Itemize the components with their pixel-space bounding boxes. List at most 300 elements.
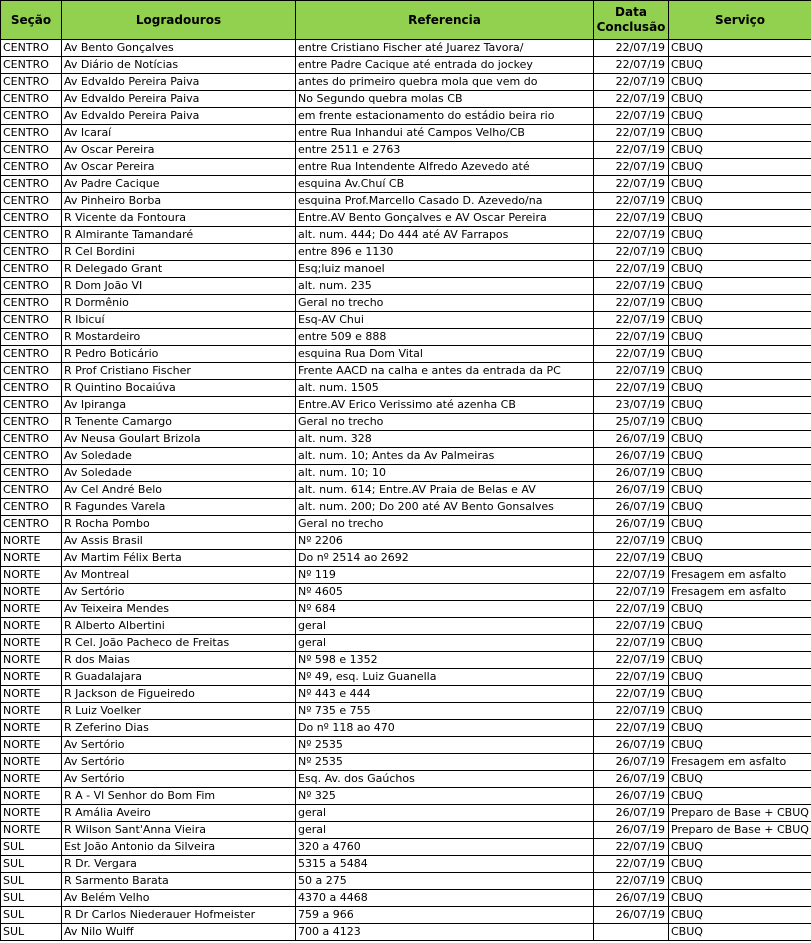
cell-servico: Fresagem em asfalto	[669, 567, 811, 584]
table-row	[1, 584, 811, 601]
cell-secao: CENTRO	[1, 448, 62, 465]
table-row	[1, 516, 811, 533]
cell-servico: CBUQ	[669, 176, 811, 193]
table-row	[1, 754, 811, 771]
cell-referencia: Geral no trecho	[296, 516, 594, 533]
cell-data: 22/07/19	[594, 856, 669, 873]
cell-logradouro: Av Neusa Goulart Brizola	[62, 431, 296, 448]
cell-data: 22/07/19	[594, 108, 669, 125]
cell-referencia: entre 896 e 1130	[296, 244, 594, 261]
cell-referencia: alt. num. 200; Do 200 até AV Bento Gonsalves	[296, 499, 594, 516]
table-row	[1, 363, 811, 380]
cell-data: 23/07/19	[594, 397, 669, 414]
cell-secao: CENTRO	[1, 125, 62, 142]
cell-secao: CENTRO	[1, 516, 62, 533]
cell-servico: CBUQ	[669, 363, 811, 380]
cell-data: 26/07/19	[594, 771, 669, 788]
cell-logradouro: R Zeferino Dias	[62, 720, 296, 737]
table-row	[1, 312, 811, 329]
cell-referencia: alt. num. 614; Entre.AV Praia de Belas e AV	[296, 482, 594, 499]
cell-logradouro: Av Pinheiro Borba	[62, 193, 296, 210]
cell-secao: SUL	[1, 924, 62, 941]
cell-secao: CENTRO	[1, 244, 62, 261]
cell-servico: CBUQ	[669, 720, 811, 737]
cell-logradouro: Av Ipiranga	[62, 397, 296, 414]
cell-data: 22/07/19	[594, 312, 669, 329]
cell-secao: NORTE	[1, 669, 62, 686]
cell-referencia: Esq-AV Chui	[296, 312, 594, 329]
cell-logradouro: R Prof Cristiano Fischer	[62, 363, 296, 380]
cell-servico: CBUQ	[669, 244, 811, 261]
cell-servico: CBUQ	[669, 57, 811, 74]
table-row	[1, 771, 811, 788]
cell-referencia: Esq;luiz manoel	[296, 261, 594, 278]
cell-referencia: Nº 119	[296, 567, 594, 584]
cell-servico: CBUQ	[669, 550, 811, 567]
cell-referencia: Nº 4605	[296, 584, 594, 601]
cell-data: 22/07/19	[594, 601, 669, 618]
cell-referencia: Nº 325	[296, 788, 594, 805]
cell-servico: CBUQ	[669, 40, 811, 57]
cell-servico: CBUQ	[669, 125, 811, 142]
cell-servico: CBUQ	[669, 499, 811, 516]
cell-servico: CBUQ	[669, 278, 811, 295]
cell-referencia: Nº 735 e 755	[296, 703, 594, 720]
table-row	[1, 108, 811, 125]
cell-data: 22/07/19	[594, 193, 669, 210]
cell-logradouro: R Alberto Albertini	[62, 618, 296, 635]
cell-servico: CBUQ	[669, 601, 811, 618]
cell-logradouro: Av Sertório	[62, 737, 296, 754]
cell-logradouro: R Rocha Pombo	[62, 516, 296, 533]
cell-secao: SUL	[1, 873, 62, 890]
cell-servico: CBUQ	[669, 924, 811, 941]
cell-secao: CENTRO	[1, 397, 62, 414]
cell-secao: NORTE	[1, 771, 62, 788]
cell-logradouro: R Tenente Camargo	[62, 414, 296, 431]
table-body	[1, 40, 811, 941]
cell-referencia: Geral no trecho	[296, 414, 594, 431]
table-row	[1, 482, 811, 499]
table-row	[1, 193, 811, 210]
table-row	[1, 652, 811, 669]
cell-logradouro: Av Sertório	[62, 771, 296, 788]
cell-referencia: entre Rua Inhandui até Campos Velho/CB	[296, 125, 594, 142]
table-row	[1, 788, 811, 805]
cell-secao: NORTE	[1, 652, 62, 669]
cell-data: 26/07/19	[594, 465, 669, 482]
cell-data: 22/07/19	[594, 210, 669, 227]
cell-logradouro: Av Icaraí	[62, 125, 296, 142]
table-row	[1, 431, 811, 448]
cell-data: 26/07/19	[594, 822, 669, 839]
cell-servico: CBUQ	[669, 516, 811, 533]
cell-data: 22/07/19	[594, 380, 669, 397]
table-row	[1, 40, 811, 57]
cell-referencia: esquina Prof.Marcello Casado D. Azevedo/na	[296, 193, 594, 210]
cell-secao: CENTRO	[1, 295, 62, 312]
cell-logradouro: R Sarmento Barata	[62, 873, 296, 890]
cell-referencia: alt. num. 444; Do 444 até AV Farrapos	[296, 227, 594, 244]
table-row	[1, 346, 811, 363]
cell-referencia: Frente AACD na calha e antes da entrada da PC	[296, 363, 594, 380]
cell-servico: CBUQ	[669, 142, 811, 159]
cell-logradouro: R Jackson de Figueiredo	[62, 686, 296, 703]
cell-secao: NORTE	[1, 567, 62, 584]
cell-servico: CBUQ	[669, 873, 811, 890]
cell-logradouro: R dos Maias	[62, 652, 296, 669]
cell-referencia: 700 a 4123	[296, 924, 594, 941]
cell-secao: CENTRO	[1, 482, 62, 499]
cell-servico: CBUQ	[669, 788, 811, 805]
cell-servico: CBUQ	[669, 431, 811, 448]
cell-logradouro: Av Martim Félix Berta	[62, 550, 296, 567]
table-row	[1, 91, 811, 108]
cell-referencia: Entre.AV Bento Gonçalves e AV Oscar Pereira	[296, 210, 594, 227]
cell-servico: CBUQ	[669, 856, 811, 873]
cell-referencia: alt. num. 10; 10	[296, 465, 594, 482]
cell-data: 22/07/19	[594, 74, 669, 91]
cell-secao: CENTRO	[1, 261, 62, 278]
cell-logradouro: Av Cel André Belo	[62, 482, 296, 499]
cell-secao: NORTE	[1, 584, 62, 601]
cell-referencia: 5315 a 5484	[296, 856, 594, 873]
cell-data: 22/07/19	[594, 363, 669, 380]
cell-servico: CBUQ	[669, 703, 811, 720]
table-row	[1, 822, 811, 839]
cell-secao: CENTRO	[1, 278, 62, 295]
cell-servico: Preparo de Base + CBUQ	[669, 822, 811, 839]
cell-logradouro: R Wilson Sant'Anna Vieira	[62, 822, 296, 839]
cell-servico: CBUQ	[669, 380, 811, 397]
cell-data: 26/07/19	[594, 788, 669, 805]
cell-servico: CBUQ	[669, 108, 811, 125]
cell-secao: SUL	[1, 856, 62, 873]
cell-referencia: Entre.AV Erico Verissimo até azenha CB	[296, 397, 594, 414]
cell-logradouro: R Luiz Voelker	[62, 703, 296, 720]
cell-data: 22/07/19	[594, 261, 669, 278]
cell-logradouro: Av Edvaldo Pereira Paiva	[62, 74, 296, 91]
cell-logradouro: R Dr Carlos Niederauer Hofmeister	[62, 907, 296, 924]
cell-logradouro: R Amália Aveiro	[62, 805, 296, 822]
cell-servico: CBUQ	[669, 533, 811, 550]
cell-data: 22/07/19	[594, 669, 669, 686]
table-row	[1, 839, 811, 856]
cell-secao: CENTRO	[1, 499, 62, 516]
cell-secao: NORTE	[1, 550, 62, 567]
table-row	[1, 720, 811, 737]
cell-servico: Fresagem em asfalto	[669, 754, 811, 771]
cell-servico: CBUQ	[669, 74, 811, 91]
cell-logradouro: R Quintino Bocaiúva	[62, 380, 296, 397]
cell-servico: CBUQ	[669, 635, 811, 652]
header-data-line2: Conclusão	[596, 20, 666, 34]
cell-logradouro: R A - Vl Senhor do Bom Fim	[62, 788, 296, 805]
cell-referencia: Nº 598 e 1352	[296, 652, 594, 669]
table-row	[1, 873, 811, 890]
cell-servico: CBUQ	[669, 159, 811, 176]
cell-secao: CENTRO	[1, 312, 62, 329]
cell-secao: NORTE	[1, 788, 62, 805]
cell-secao: NORTE	[1, 737, 62, 754]
cell-secao: CENTRO	[1, 346, 62, 363]
table-row	[1, 856, 811, 873]
cell-servico: CBUQ	[669, 839, 811, 856]
cell-servico: Preparo de Base + CBUQ	[669, 805, 811, 822]
table-row	[1, 278, 811, 295]
cell-data: 22/07/19	[594, 278, 669, 295]
table-row	[1, 176, 811, 193]
cell-secao: CENTRO	[1, 74, 62, 91]
cell-referencia: 50 a 275	[296, 873, 594, 890]
cell-data: 25/07/19	[594, 414, 669, 431]
cell-data: 22/07/19	[594, 159, 669, 176]
cell-servico: CBUQ	[669, 227, 811, 244]
cell-secao: CENTRO	[1, 159, 62, 176]
table-row	[1, 499, 811, 516]
cell-logradouro: R Dr. Vergara	[62, 856, 296, 873]
cell-data: 22/07/19	[594, 618, 669, 635]
table-row	[1, 227, 811, 244]
cell-logradouro: R Guadalajara	[62, 669, 296, 686]
cell-data: 26/07/19	[594, 431, 669, 448]
cell-secao: CENTRO	[1, 142, 62, 159]
cell-servico: CBUQ	[669, 261, 811, 278]
table-row	[1, 448, 811, 465]
cell-data: 26/07/19	[594, 516, 669, 533]
cell-servico: CBUQ	[669, 210, 811, 227]
cell-servico: CBUQ	[669, 737, 811, 754]
cell-secao: CENTRO	[1, 176, 62, 193]
cell-data: 22/07/19	[594, 142, 669, 159]
cell-logradouro: Est João Antonio da Silveira	[62, 839, 296, 856]
cell-secao: NORTE	[1, 720, 62, 737]
cell-servico: Fresagem em asfalto	[669, 584, 811, 601]
cell-servico: CBUQ	[669, 397, 811, 414]
cell-referencia: Nº 443 e 444	[296, 686, 594, 703]
table-row	[1, 686, 811, 703]
cell-servico: CBUQ	[669, 465, 811, 482]
cell-referencia: alt. num. 328	[296, 431, 594, 448]
cell-referencia: em frente estacionamento do estádio beira rio	[296, 108, 594, 125]
table-row	[1, 74, 811, 91]
cell-secao: CENTRO	[1, 414, 62, 431]
cell-secao: CENTRO	[1, 363, 62, 380]
cell-referencia: Nº 684	[296, 601, 594, 618]
cell-data: 22/07/19	[594, 40, 669, 57]
cell-secao: NORTE	[1, 635, 62, 652]
header-secao: Seção	[1, 1, 62, 40]
cell-data: 26/07/19	[594, 737, 669, 754]
cell-data: 22/07/19	[594, 244, 669, 261]
cell-referencia: 320 a 4760	[296, 839, 594, 856]
table-row	[1, 924, 811, 941]
cell-referencia: geral	[296, 822, 594, 839]
cell-logradouro: Av Teixeira Mendes	[62, 601, 296, 618]
cell-data: 22/07/19	[594, 686, 669, 703]
table-row	[1, 703, 811, 720]
cell-logradouro: R Almirante Tamandaré	[62, 227, 296, 244]
table-row	[1, 261, 811, 278]
table-row	[1, 907, 811, 924]
header-row	[1, 1, 811, 40]
cell-data: 22/07/19	[594, 635, 669, 652]
cell-referencia: esquina Rua Dom Vital	[296, 346, 594, 363]
cell-referencia: alt. num. 1505	[296, 380, 594, 397]
header-referencia: Referencia	[296, 1, 594, 40]
cell-data: 26/07/19	[594, 448, 669, 465]
cell-data: 22/07/19	[594, 873, 669, 890]
cell-servico: CBUQ	[669, 669, 811, 686]
cell-data: 22/07/19	[594, 329, 669, 346]
cell-data: 22/07/19	[594, 346, 669, 363]
cell-referencia: Nº 2535	[296, 737, 594, 754]
cell-data: 22/07/19	[594, 227, 669, 244]
cell-logradouro: R Delegado Grant	[62, 261, 296, 278]
cell-data: 22/07/19	[594, 703, 669, 720]
cell-data: 26/07/19	[594, 805, 669, 822]
cell-referencia: entre 509 e 888	[296, 329, 594, 346]
cell-logradouro: Av Diário de Notícias	[62, 57, 296, 74]
cell-referencia: alt. num. 235	[296, 278, 594, 295]
cell-logradouro: R Mostardeiro	[62, 329, 296, 346]
table-row	[1, 533, 811, 550]
cell-logradouro: R Ibicuí	[62, 312, 296, 329]
header-data-line1: Data	[615, 5, 647, 19]
cell-secao: SUL	[1, 907, 62, 924]
cell-logradouro: Av Soledade	[62, 465, 296, 482]
cell-logradouro: R Cel Bordini	[62, 244, 296, 261]
cell-referencia: No Segundo quebra molas CB	[296, 91, 594, 108]
table-row	[1, 414, 811, 431]
cell-referencia: 759 a 966	[296, 907, 594, 924]
cell-logradouro: Av Edvaldo Pereira Paiva	[62, 91, 296, 108]
cell-logradouro: Av Assis Brasil	[62, 533, 296, 550]
cell-secao: SUL	[1, 890, 62, 907]
cell-referencia: Nº 2206	[296, 533, 594, 550]
cell-servico: CBUQ	[669, 686, 811, 703]
cell-logradouro: Av Soledade	[62, 448, 296, 465]
cell-referencia: geral	[296, 635, 594, 652]
cell-logradouro: Av Sertório	[62, 584, 296, 601]
cell-logradouro: R Vicente da Fontoura	[62, 210, 296, 227]
cell-secao: NORTE	[1, 754, 62, 771]
header-servico: Serviço	[669, 1, 811, 40]
cell-secao: CENTRO	[1, 108, 62, 125]
cell-secao: CENTRO	[1, 40, 62, 57]
cell-referencia: entre Cristiano Fischer até Juarez Tavora/	[296, 40, 594, 57]
table-row	[1, 210, 811, 227]
cell-data: 22/07/19	[594, 125, 669, 142]
cell-secao: NORTE	[1, 703, 62, 720]
cell-logradouro: R Cel. João Pacheco de Freitas	[62, 635, 296, 652]
cell-referencia: Nº 2535	[296, 754, 594, 771]
table-row	[1, 329, 811, 346]
cell-logradouro: R Pedro Boticário	[62, 346, 296, 363]
cell-logradouro: R Dom João VI	[62, 278, 296, 295]
cell-servico: CBUQ	[669, 907, 811, 924]
cell-data: 22/07/19	[594, 584, 669, 601]
table-row	[1, 397, 811, 414]
table-row	[1, 125, 811, 142]
table-row	[1, 669, 811, 686]
cell-secao: CENTRO	[1, 227, 62, 244]
cell-data: 26/07/19	[594, 907, 669, 924]
cell-servico: CBUQ	[669, 652, 811, 669]
cell-secao: CENTRO	[1, 431, 62, 448]
cell-logradouro: Av Bento Gonçalves	[62, 40, 296, 57]
cell-data: 22/07/19	[594, 533, 669, 550]
cell-referencia: geral	[296, 805, 594, 822]
cell-logradouro: Av Sertório	[62, 754, 296, 771]
header-logradouros: Logradouros	[62, 1, 296, 40]
cell-servico: CBUQ	[669, 618, 811, 635]
cell-secao: NORTE	[1, 686, 62, 703]
cell-servico: CBUQ	[669, 346, 811, 363]
cell-secao: SUL	[1, 839, 62, 856]
cell-referencia: entre 2511 e 2763	[296, 142, 594, 159]
cell-referencia: esquina Av.Chuí CB	[296, 176, 594, 193]
cell-data: 22/07/19	[594, 652, 669, 669]
cell-logradouro: R Fagundes Varela	[62, 499, 296, 516]
cell-servico: CBUQ	[669, 193, 811, 210]
cell-secao: CENTRO	[1, 91, 62, 108]
cell-logradouro: Av Nilo Wulff	[62, 924, 296, 941]
cell-referencia: Esq. Av. dos Gaúchos	[296, 771, 594, 788]
cell-data: 26/07/19	[594, 482, 669, 499]
table-row	[1, 567, 811, 584]
cell-data	[594, 924, 669, 941]
table-row	[1, 550, 811, 567]
cell-secao: NORTE	[1, 533, 62, 550]
cell-logradouro: Av Oscar Pereira	[62, 159, 296, 176]
cell-logradouro: Av Edvaldo Pereira Paiva	[62, 108, 296, 125]
cell-servico: CBUQ	[669, 771, 811, 788]
table-row	[1, 737, 811, 754]
table-row	[1, 57, 811, 74]
cell-secao: CENTRO	[1, 57, 62, 74]
table-row	[1, 159, 811, 176]
cell-referencia: alt. num. 10; Antes da Av Palmeiras	[296, 448, 594, 465]
cell-data: 22/07/19	[594, 91, 669, 108]
cell-data: 26/07/19	[594, 754, 669, 771]
cell-data: 22/07/19	[594, 57, 669, 74]
cell-secao: CENTRO	[1, 465, 62, 482]
table-row	[1, 142, 811, 159]
cell-data: 22/07/19	[594, 176, 669, 193]
table-row	[1, 295, 811, 312]
table-row	[1, 890, 811, 907]
cell-servico: CBUQ	[669, 295, 811, 312]
cell-data: 22/07/19	[594, 550, 669, 567]
cell-referencia: geral	[296, 618, 594, 635]
cell-secao: CENTRO	[1, 329, 62, 346]
cell-referencia: antes do primeiro quebra mola que vem do	[296, 74, 594, 91]
table-row	[1, 465, 811, 482]
cell-servico: CBUQ	[669, 91, 811, 108]
table-row	[1, 244, 811, 261]
cell-logradouro: Av Oscar Pereira	[62, 142, 296, 159]
cell-servico: CBUQ	[669, 448, 811, 465]
cell-referencia: entre Padre Cacique até entrada do jockey	[296, 57, 594, 74]
cell-data: 22/07/19	[594, 567, 669, 584]
cell-logradouro: Av Padre Cacique	[62, 176, 296, 193]
cell-servico: CBUQ	[669, 312, 811, 329]
cell-referencia: Do nº 2514 ao 2692	[296, 550, 594, 567]
cell-data: 22/07/19	[594, 839, 669, 856]
table-row	[1, 618, 811, 635]
table-row	[1, 805, 811, 822]
